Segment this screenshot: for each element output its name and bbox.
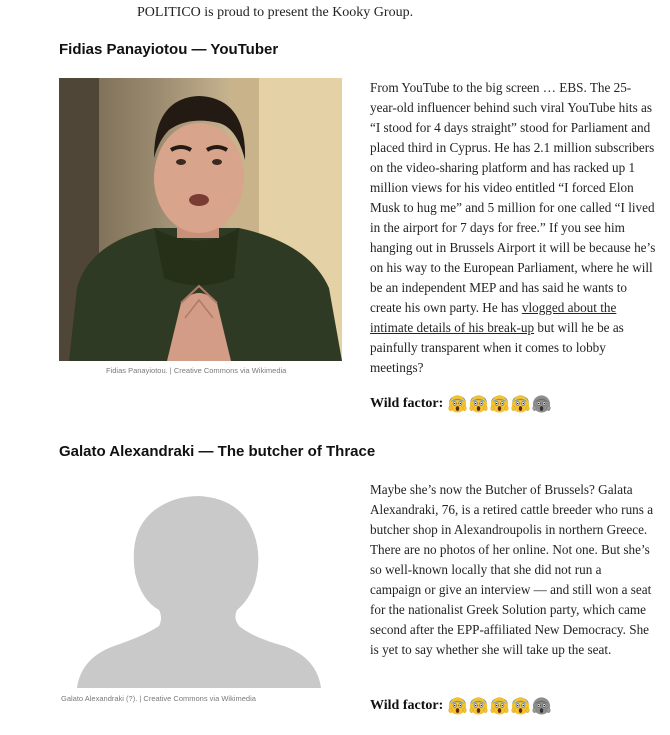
breakup-vlog-link[interactable]: vlogged about the intimate details of his break-up xyxy=(370,300,617,335)
screaming-face-icon xyxy=(448,696,467,715)
galato-description: Maybe she’s now the Butcher of Brussels? Galata Alexandraki, 76, is a retired cattle breeder who runs a butcher shop in Alexandroupolis in northern Greece. There are no photos of her online. Not one. But she’s so well-known locally that she did not run a campaign or give an interview — and still won a seat for the nationalist Greek Solution party, which came second after the EPP-affiliated New Democracy. She is yet to say whether she will take up the seat. xyxy=(370,482,654,657)
fidias-photo xyxy=(59,78,342,361)
wild-factor-label: Wild factor: xyxy=(370,395,444,411)
intro-text: POLITICO is proud to present the Kooky Group. xyxy=(137,5,414,20)
screaming-face-grey-icon xyxy=(532,394,551,413)
fidias-description xyxy=(370,78,656,378)
screaming-face-icon xyxy=(469,696,488,715)
fidias-wild-factor xyxy=(370,394,551,413)
screaming-face-icon xyxy=(511,696,530,715)
profile-heading-fidias: Fidias Panayiotou — YouTuber xyxy=(59,41,279,58)
screaming-face-grey-icon xyxy=(532,696,551,715)
screaming-face-icon xyxy=(469,394,488,413)
galato-photo-caption: Galato Alexandraki (?). | Creative Commons via Wikimedia xyxy=(61,694,256,703)
profile-heading-galato: Galato Alexandraki — The butcher of Thrace xyxy=(59,443,376,460)
galato-wild-factor xyxy=(370,696,551,715)
screaming-face-icon xyxy=(448,394,467,413)
fidias-description-part2: but will he be as painfully transparent when it comes to lobby meetings? xyxy=(370,320,624,375)
screaming-face-icon xyxy=(490,394,509,413)
fidias-description-part1: From YouTube to the big screen … EBS. The 25-year-old influencer behind such viral YouTube hits as “I stood for 4 days straight” stood for Parliament and placed third in Cyprus. He has 2.1 million subscribers on the video-sharing platform and has racked up 1 million views for his video entitled “I forced Elon Musk to hug me” and 5 million for one called “I lived in the airport for 7 days for free.” If you see him hanging out in Brussels Airport it will be because he’s on his way to the European Parliament, where he will be an independent MEP and has said he wants to create his own party. He has xyxy=(370,80,656,315)
screaming-face-icon xyxy=(511,394,530,413)
fidias-photo-caption: Fidias Panayiotou. | Creative Commons via Wikimedia xyxy=(106,366,287,375)
wild-factor-label: Wild factor: xyxy=(370,697,444,713)
screaming-face-icon xyxy=(490,696,509,715)
silhouette-placeholder-image xyxy=(59,478,342,688)
